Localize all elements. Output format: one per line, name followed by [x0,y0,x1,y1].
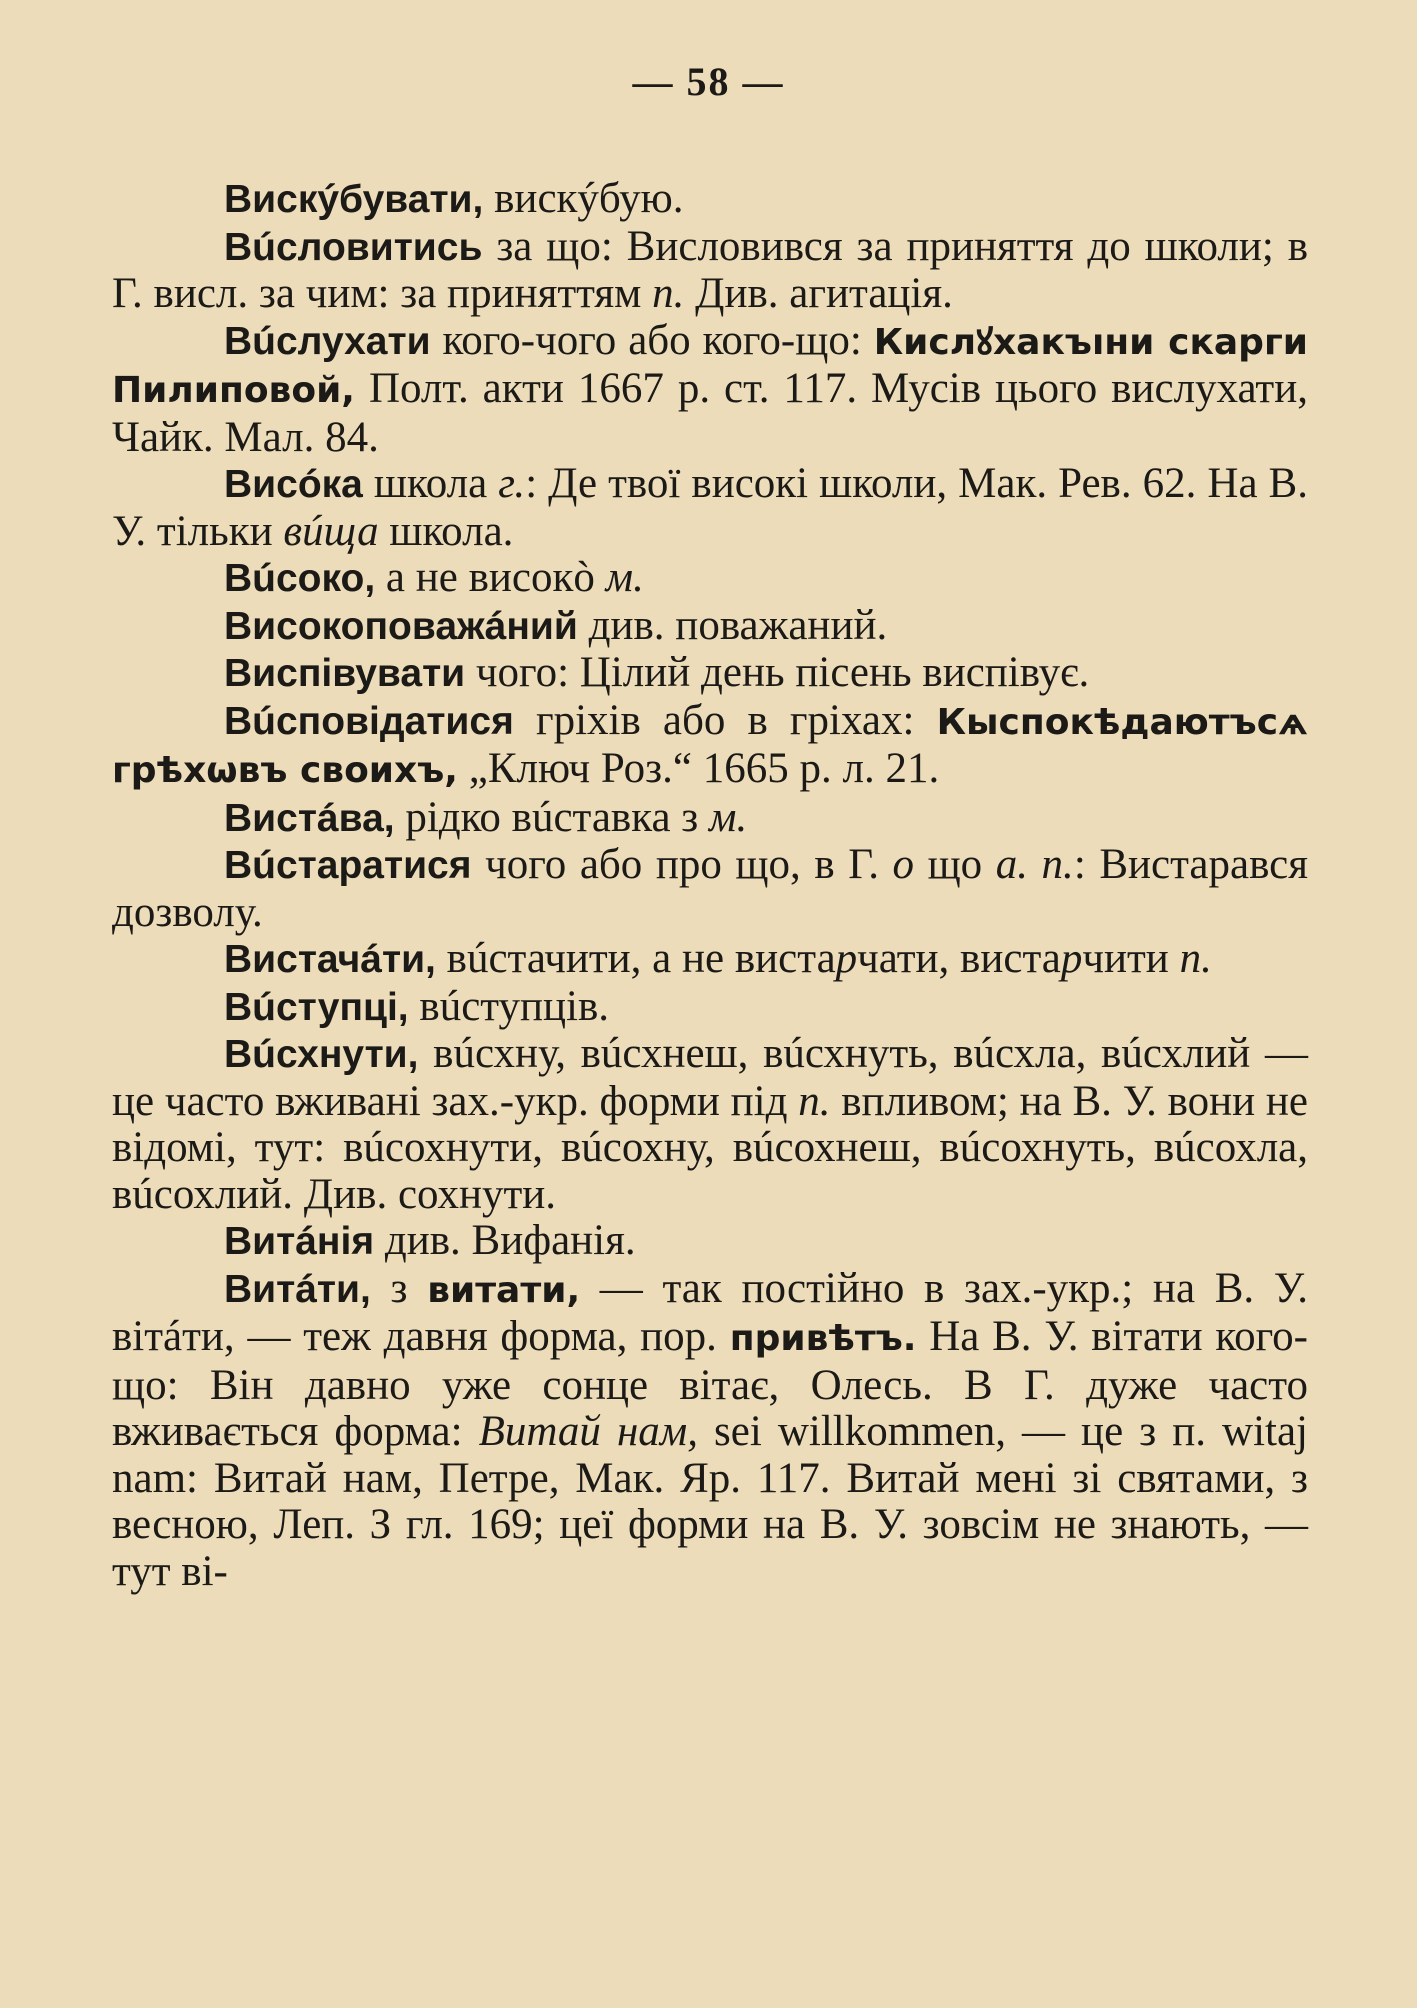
dictionary-entry: Вúстаратися чого або про що, в Г. о що а. п.: Вистарався дозволу. [112,841,1308,936]
headword: Витáнія [224,1220,375,1263]
dictionary-entry: Вúсоко, а не високò м. [224,554,644,601]
dictionary-entry: Вискýбувати, вискýбую. [224,175,684,222]
headword: Вúсоко, [224,557,376,600]
headword: Висóка [224,463,363,506]
dictionary-entry: Виспівувати чого: Цілий день пісень виспівує. [224,649,1090,696]
dictionary-entry: Вúсловитись за що: Висловився за приняття до школи; в Г. висл. за чим: за приняттям п. Див. агитація. [112,222,1308,317]
dictionary-entry: Вúступці, вúступців. [224,982,610,1030]
dictionary-entry: Вúсхнути, вúсхну, вúсхнеш, вúсхнуть, вúсхла, вúсхлий — це часто вживані зах.-укр. форми під п. впливом; на В. У. вони не відомі, тут: вúсохнути, вúсохну, вúсохнеш, вúсохнуть, вúсохла, вúсохлий. Див. сохнути. [112,1030,1308,1218]
headword: Високоповажáний [224,604,578,648]
headword: Вúсловитись [224,225,483,269]
dictionary-text [112,176,1308,1595]
headword: Вистáва, [224,796,395,840]
headword: Виспівувати [224,652,466,695]
dictionary-entry: Висóка школа г.: Де твої високі школи, Мак. Рев. 62. На В. У. тільки вúща школа. [112,460,1308,555]
old-script-quote: привѣтъ. [729,1318,917,1359]
dictionary-entry: Витáти, з витати, — так постійно в зах.-укр.; на В. У. вітáти, — теж давня форма, пор. привѣтъ. На В. У. вітати кого-що: Він давно уже сонце вітає, Олесь. В Г. дуже часто вживається форма: Витай нам, sei willkommen, — це з п. witaj nam: Витай нам, Петре, Мак. Яр. 117. Витай мені зі святами, з весною, Леп. З гл. 169; цеї форми на В. У. зовсім не знають, — тут ві- [112,1264,1308,1595]
headword: Вúступці, [224,985,409,1029]
headword: Вискýбувати, [224,178,484,221]
dictionary-entry: Вúсповідатися гріхів або в гріхах: Кыспокѣдаютъсѧ грѣхѡвъ своихъ, „Ключ Роз.“ 1665 р. л. 21. [112,696,1308,792]
dictionary-entry: Вистáва, рідко вúставка з м. [224,793,748,841]
old-script-quote: Кыспокѣдаютъсѧ грѣхѡвъ своихъ, [112,701,1308,791]
old-script-quote: Кислꙋхакъıни скарги Пилиповой, [112,321,1308,411]
headword: Вúсповідатися [224,699,514,743]
dictionary-entry: Вистачáти, вúстачити, а не вистарчати, вистарчити п. [224,935,1212,982]
dictionary-entry: Вúслухати кого-чого або кого-що: Кислꙋхакъıни скарги Пилиповой, Полт. акти 1667 р. ст. 117. Мусів цього вислухати, Чайк. Мал. 84. [112,316,1308,461]
headword: Вúстаратися [224,844,472,887]
headword: Вúслухати [224,319,431,363]
headword: Вистачáти, [224,938,436,981]
dictionary-entry: Високоповажáний див. поважаний. [224,601,888,649]
headword: Вúсхнути, [224,1033,419,1076]
old-script-quote: витати, [427,1269,581,1311]
page-number: — 58 — [632,59,785,104]
headword: Витáти, [224,1267,371,1311]
dictionary-entry: Витáнія див. Вифанія. [224,1217,636,1264]
